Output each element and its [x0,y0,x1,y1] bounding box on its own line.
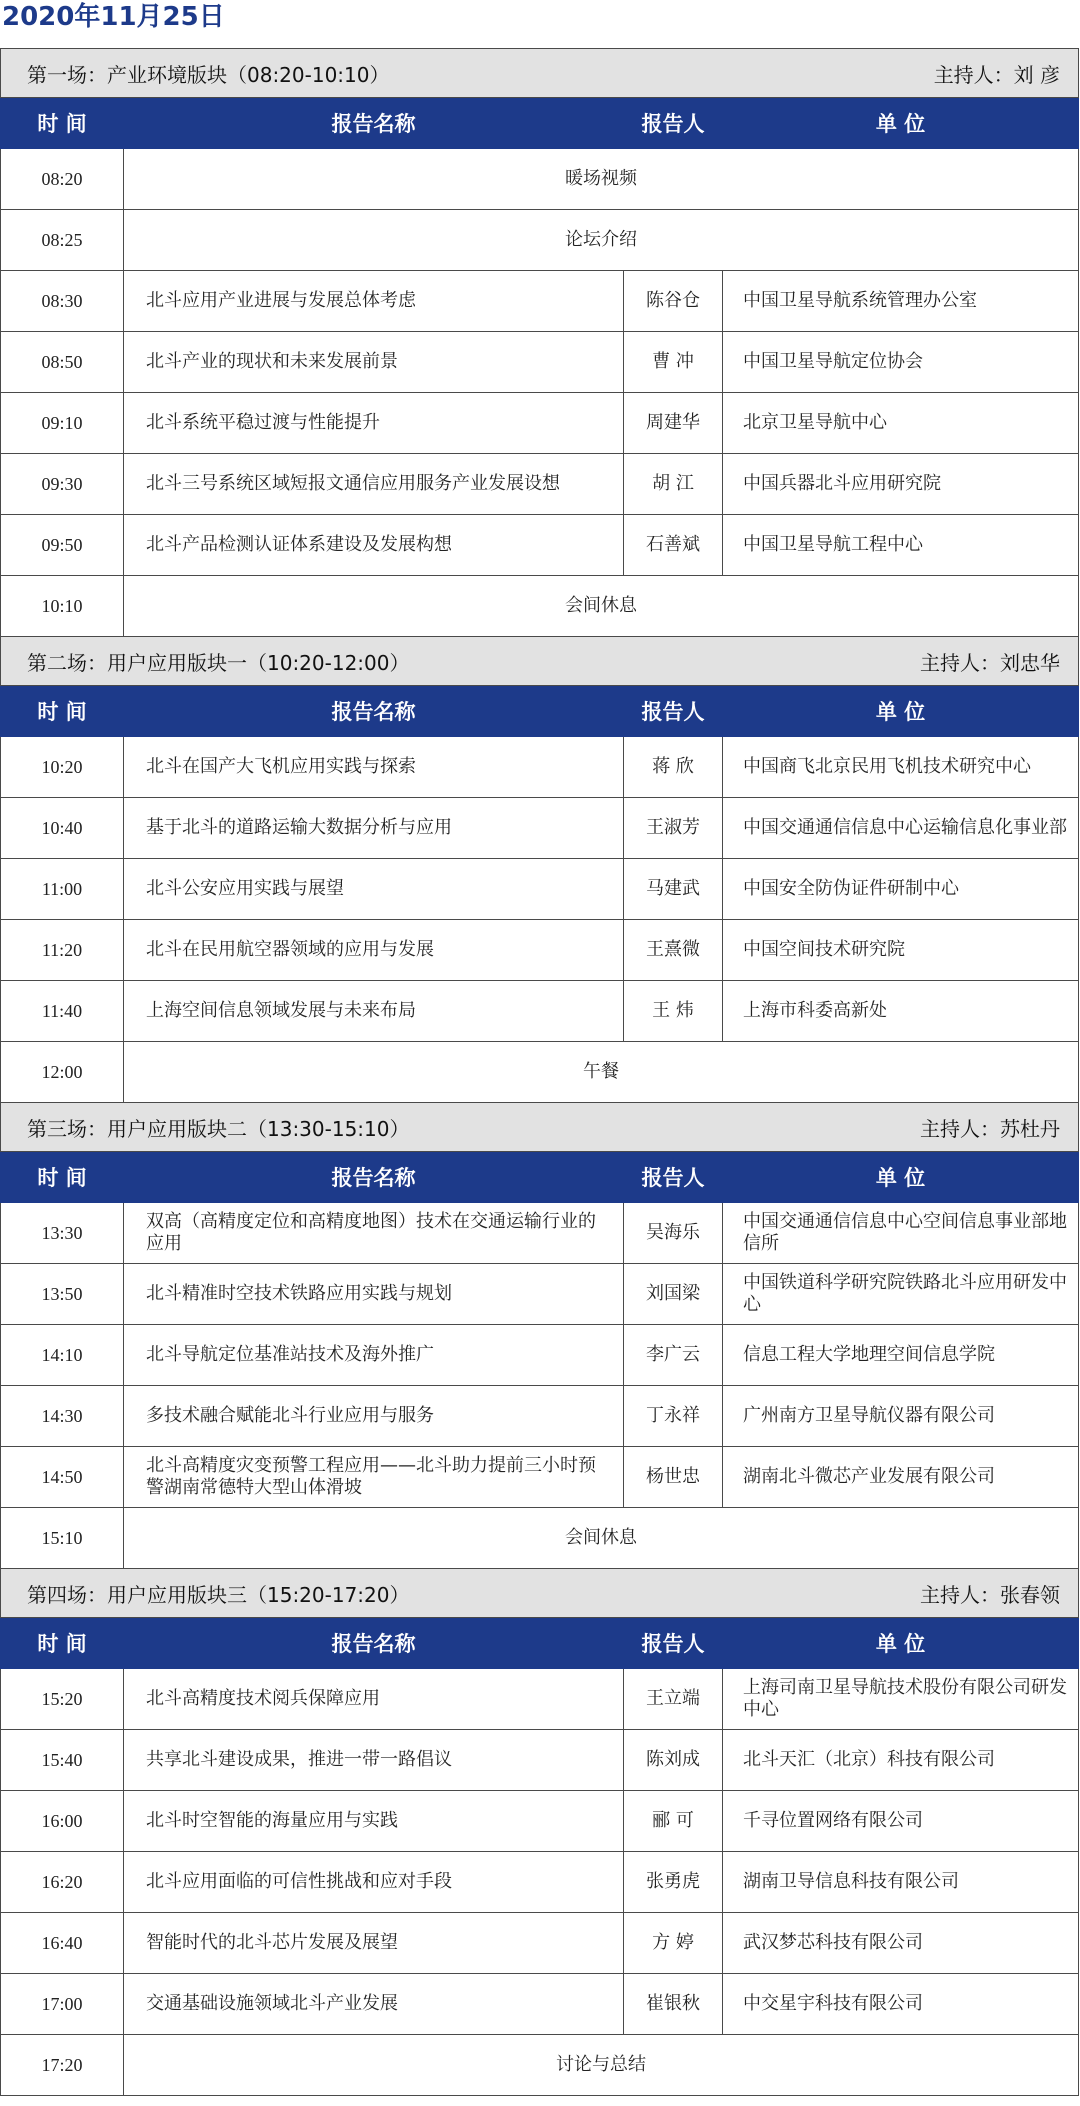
session-title: 第二场：用户应用版块一（10:20-12:00） [27,650,410,675]
break-cell: 暖场视频 [124,149,1079,210]
time-cell: 16:40 [1,1913,124,1974]
time-cell: 10:10 [1,576,124,637]
speaker-header: 报告人 [624,1618,723,1669]
time-cell: 17:20 [1,2035,124,2096]
topic-cell: 北斗产业的现状和未来发展前景 [124,332,624,393]
speaker-cell: 王 炜 [624,981,723,1042]
talk-row [1,981,1079,1042]
talk-row [1,920,1079,981]
unit-cell: 中国商飞北京民用飞机技术研究中心 [723,737,1079,798]
session-title: 第三场：用户应用版块二（13:30-15:10） [27,1116,410,1141]
speaker-cell: 王熹微 [624,920,723,981]
time-cell: 09:30 [1,454,124,515]
time-cell: 09:50 [1,515,124,576]
speaker-header: 报告人 [624,98,723,149]
talk-row [1,1447,1079,1508]
time-cell: 09:10 [1,393,124,454]
talk-row [1,859,1079,920]
talk-row [1,393,1079,454]
time-header: 时 间 [1,686,124,737]
break-cell: 午餐 [124,1042,1079,1103]
unit-cell: 广州南方卫星导航仪器有限公司 [723,1386,1079,1447]
session-title-bar [1,1103,1079,1152]
unit-header: 单 位 [723,98,1079,149]
speaker-cell: 吴海乐 [624,1203,723,1264]
topic-header: 报告名称 [124,686,624,737]
unit-header: 单 位 [723,1152,1079,1203]
topic-cell: 北斗应用产业进展与发展总体考虑 [124,271,624,332]
session-title: 第一场：产业环境版块（08:20-10:10） [27,62,390,87]
time-cell: 10:40 [1,798,124,859]
agenda-table [0,48,1079,2096]
unit-cell: 中国卫星导航定位协会 [723,332,1079,393]
session-host: 主持人：苏杜丹 [920,1116,1061,1141]
column-header-row [1,686,1079,737]
speaker-cell: 陈刘成 [624,1730,723,1791]
time-cell: 11:00 [1,859,124,920]
talk-row [1,1264,1079,1325]
topic-cell: 基于北斗的道路运输大数据分析与应用 [124,798,624,859]
break-cell: 论坛介绍 [124,210,1079,271]
unit-cell: 湖南北斗微芯产业发展有限公司 [723,1447,1079,1508]
unit-cell: 中国卫星导航系统管理办公室 [723,271,1079,332]
unit-cell: 武汉梦芯科技有限公司 [723,1913,1079,1974]
unit-cell: 湖南卫导信息科技有限公司 [723,1852,1079,1913]
time-cell: 08:20 [1,149,124,210]
talk-row [1,1730,1079,1791]
speaker-cell: 王立端 [624,1669,723,1730]
topic-cell: 北斗三号系统区域短报文通信应用服务产业发展设想 [124,454,624,515]
talk-row [1,332,1079,393]
speaker-cell: 胡 江 [624,454,723,515]
session-host: 主持人：刘 彦 [933,62,1061,87]
session-host: 主持人：张春领 [920,1582,1061,1607]
topic-cell: 北斗在民用航空器领域的应用与发展 [124,920,624,981]
topic-header: 报告名称 [124,1152,624,1203]
time-cell: 08:25 [1,210,124,271]
time-cell: 15:20 [1,1669,124,1730]
break-row [1,1508,1079,1569]
unit-cell: 中国交通通信信息中心空间信息事业部地信所 [723,1203,1079,1264]
unit-header: 单 位 [723,1618,1079,1669]
talk-row [1,1386,1079,1447]
talk-row [1,1325,1079,1386]
unit-cell: 上海市科委高新处 [723,981,1079,1042]
time-cell: 17:00 [1,1974,124,2035]
unit-cell: 中交星宇科技有限公司 [723,1974,1079,2035]
speaker-cell: 丁永祥 [624,1386,723,1447]
break-cell: 会间休息 [124,576,1079,637]
topic-header: 报告名称 [124,1618,624,1669]
break-row [1,2035,1079,2096]
speaker-cell: 方 婷 [624,1913,723,1974]
column-header-row [1,1618,1079,1669]
unit-cell: 中国铁道科学研究院铁路北斗应用研发中心 [723,1264,1079,1325]
speaker-cell: 崔银秋 [624,1974,723,2035]
talk-row [1,1669,1079,1730]
agenda-date: 2020年11月25日 [2,2,225,32]
topic-cell: 北斗高精度灾变预警工程应用——北斗助力提前三小时预警湖南常德特大型山体滑坡 [124,1447,624,1508]
time-cell: 12:00 [1,1042,124,1103]
talk-row [1,1852,1079,1913]
break-row [1,1042,1079,1103]
speaker-header: 报告人 [624,1152,723,1203]
break-cell: 讨论与总结 [124,2035,1079,2096]
unit-cell: 北京卫星导航中心 [723,393,1079,454]
topic-cell: 北斗导航定位基准站技术及海外推广 [124,1325,624,1386]
speaker-cell: 石善斌 [624,515,723,576]
time-cell: 13:30 [1,1203,124,1264]
topic-cell: 北斗精准时空技术铁路应用实践与规划 [124,1264,624,1325]
unit-cell: 中国安全防伪证件研制中心 [723,859,1079,920]
topic-cell: 上海空间信息领域发展与未来布局 [124,981,624,1042]
time-cell: 15:10 [1,1508,124,1569]
talk-row [1,271,1079,332]
unit-cell: 中国空间技术研究院 [723,920,1079,981]
session-title-bar [1,1569,1079,1618]
topic-cell: 北斗应用面临的可信性挑战和应对手段 [124,1852,624,1913]
speaker-cell: 马建武 [624,859,723,920]
talk-row [1,1974,1079,2035]
topic-cell: 北斗公安应用实践与展望 [124,859,624,920]
time-cell: 10:20 [1,737,124,798]
unit-cell: 中国兵器北斗应用研究院 [723,454,1079,515]
session-title: 第四场：用户应用版块三（15:20-17:20） [27,1582,410,1607]
break-cell: 会间休息 [124,1508,1079,1569]
speaker-header: 报告人 [624,686,723,737]
break-row [1,149,1079,210]
talk-row [1,454,1079,515]
unit-header: 单 位 [723,686,1079,737]
speaker-cell: 杨世忠 [624,1447,723,1508]
speaker-cell: 蒋 欣 [624,737,723,798]
time-cell: 15:40 [1,1730,124,1791]
unit-cell: 千寻位置网络有限公司 [723,1791,1079,1852]
time-cell: 11:40 [1,981,124,1042]
topic-cell: 北斗高精度技术阅兵保障应用 [124,1669,624,1730]
time-cell: 16:00 [1,1791,124,1852]
time-cell: 11:20 [1,920,124,981]
time-header: 时 间 [1,98,124,149]
column-header-row [1,98,1079,149]
time-cell: 14:30 [1,1386,124,1447]
time-header: 时 间 [1,1152,124,1203]
talk-row [1,515,1079,576]
talk-row [1,737,1079,798]
speaker-cell: 李广云 [624,1325,723,1386]
talk-row [1,798,1079,859]
time-cell: 08:30 [1,271,124,332]
time-header: 时 间 [1,1618,124,1669]
speaker-cell: 王淑芳 [624,798,723,859]
topic-cell: 多技术融合赋能北斗行业应用与服务 [124,1386,624,1447]
time-cell: 14:10 [1,1325,124,1386]
speaker-cell: 曹 冲 [624,332,723,393]
speaker-cell: 刘国梁 [624,1264,723,1325]
break-row [1,576,1079,637]
topic-cell: 北斗产品检测认证体系建设及发展构想 [124,515,624,576]
time-cell: 16:20 [1,1852,124,1913]
unit-cell: 中国卫星导航工程中心 [723,515,1079,576]
speaker-cell: 张勇虎 [624,1852,723,1913]
topic-cell: 智能时代的北斗芯片发展及展望 [124,1913,624,1974]
column-header-row [1,1152,1079,1203]
speaker-cell: 郦 可 [624,1791,723,1852]
topic-cell: 交通基础设施领域北斗产业发展 [124,1974,624,2035]
topic-cell: 北斗时空智能的海量应用与实践 [124,1791,624,1852]
session-title-bar [1,637,1079,686]
time-cell: 14:50 [1,1447,124,1508]
speaker-cell: 周建华 [624,393,723,454]
time-cell: 08:50 [1,332,124,393]
break-row [1,210,1079,271]
unit-cell: 信息工程大学地理空间信息学院 [723,1325,1079,1386]
topic-header: 报告名称 [124,98,624,149]
topic-cell: 双高（高精度定位和高精度地图）技术在交通运输行业的应用 [124,1203,624,1264]
session-host: 主持人：刘忠华 [920,650,1061,675]
talk-row [1,1203,1079,1264]
time-cell: 13:50 [1,1264,124,1325]
topic-cell: 北斗在国产大飞机应用实践与探索 [124,737,624,798]
unit-cell: 中国交通通信信息中心运输信息化事业部 [723,798,1079,859]
speaker-cell: 陈谷仓 [624,271,723,332]
talk-row [1,1913,1079,1974]
unit-cell: 上海司南卫星导航技术股份有限公司研发中心 [723,1669,1079,1730]
topic-cell: 北斗系统平稳过渡与性能提升 [124,393,624,454]
unit-cell: 北斗天汇（北京）科技有限公司 [723,1730,1079,1791]
session-title-bar [1,49,1079,98]
topic-cell: 共享北斗建设成果，推进一带一路倡议 [124,1730,624,1791]
talk-row [1,1791,1079,1852]
